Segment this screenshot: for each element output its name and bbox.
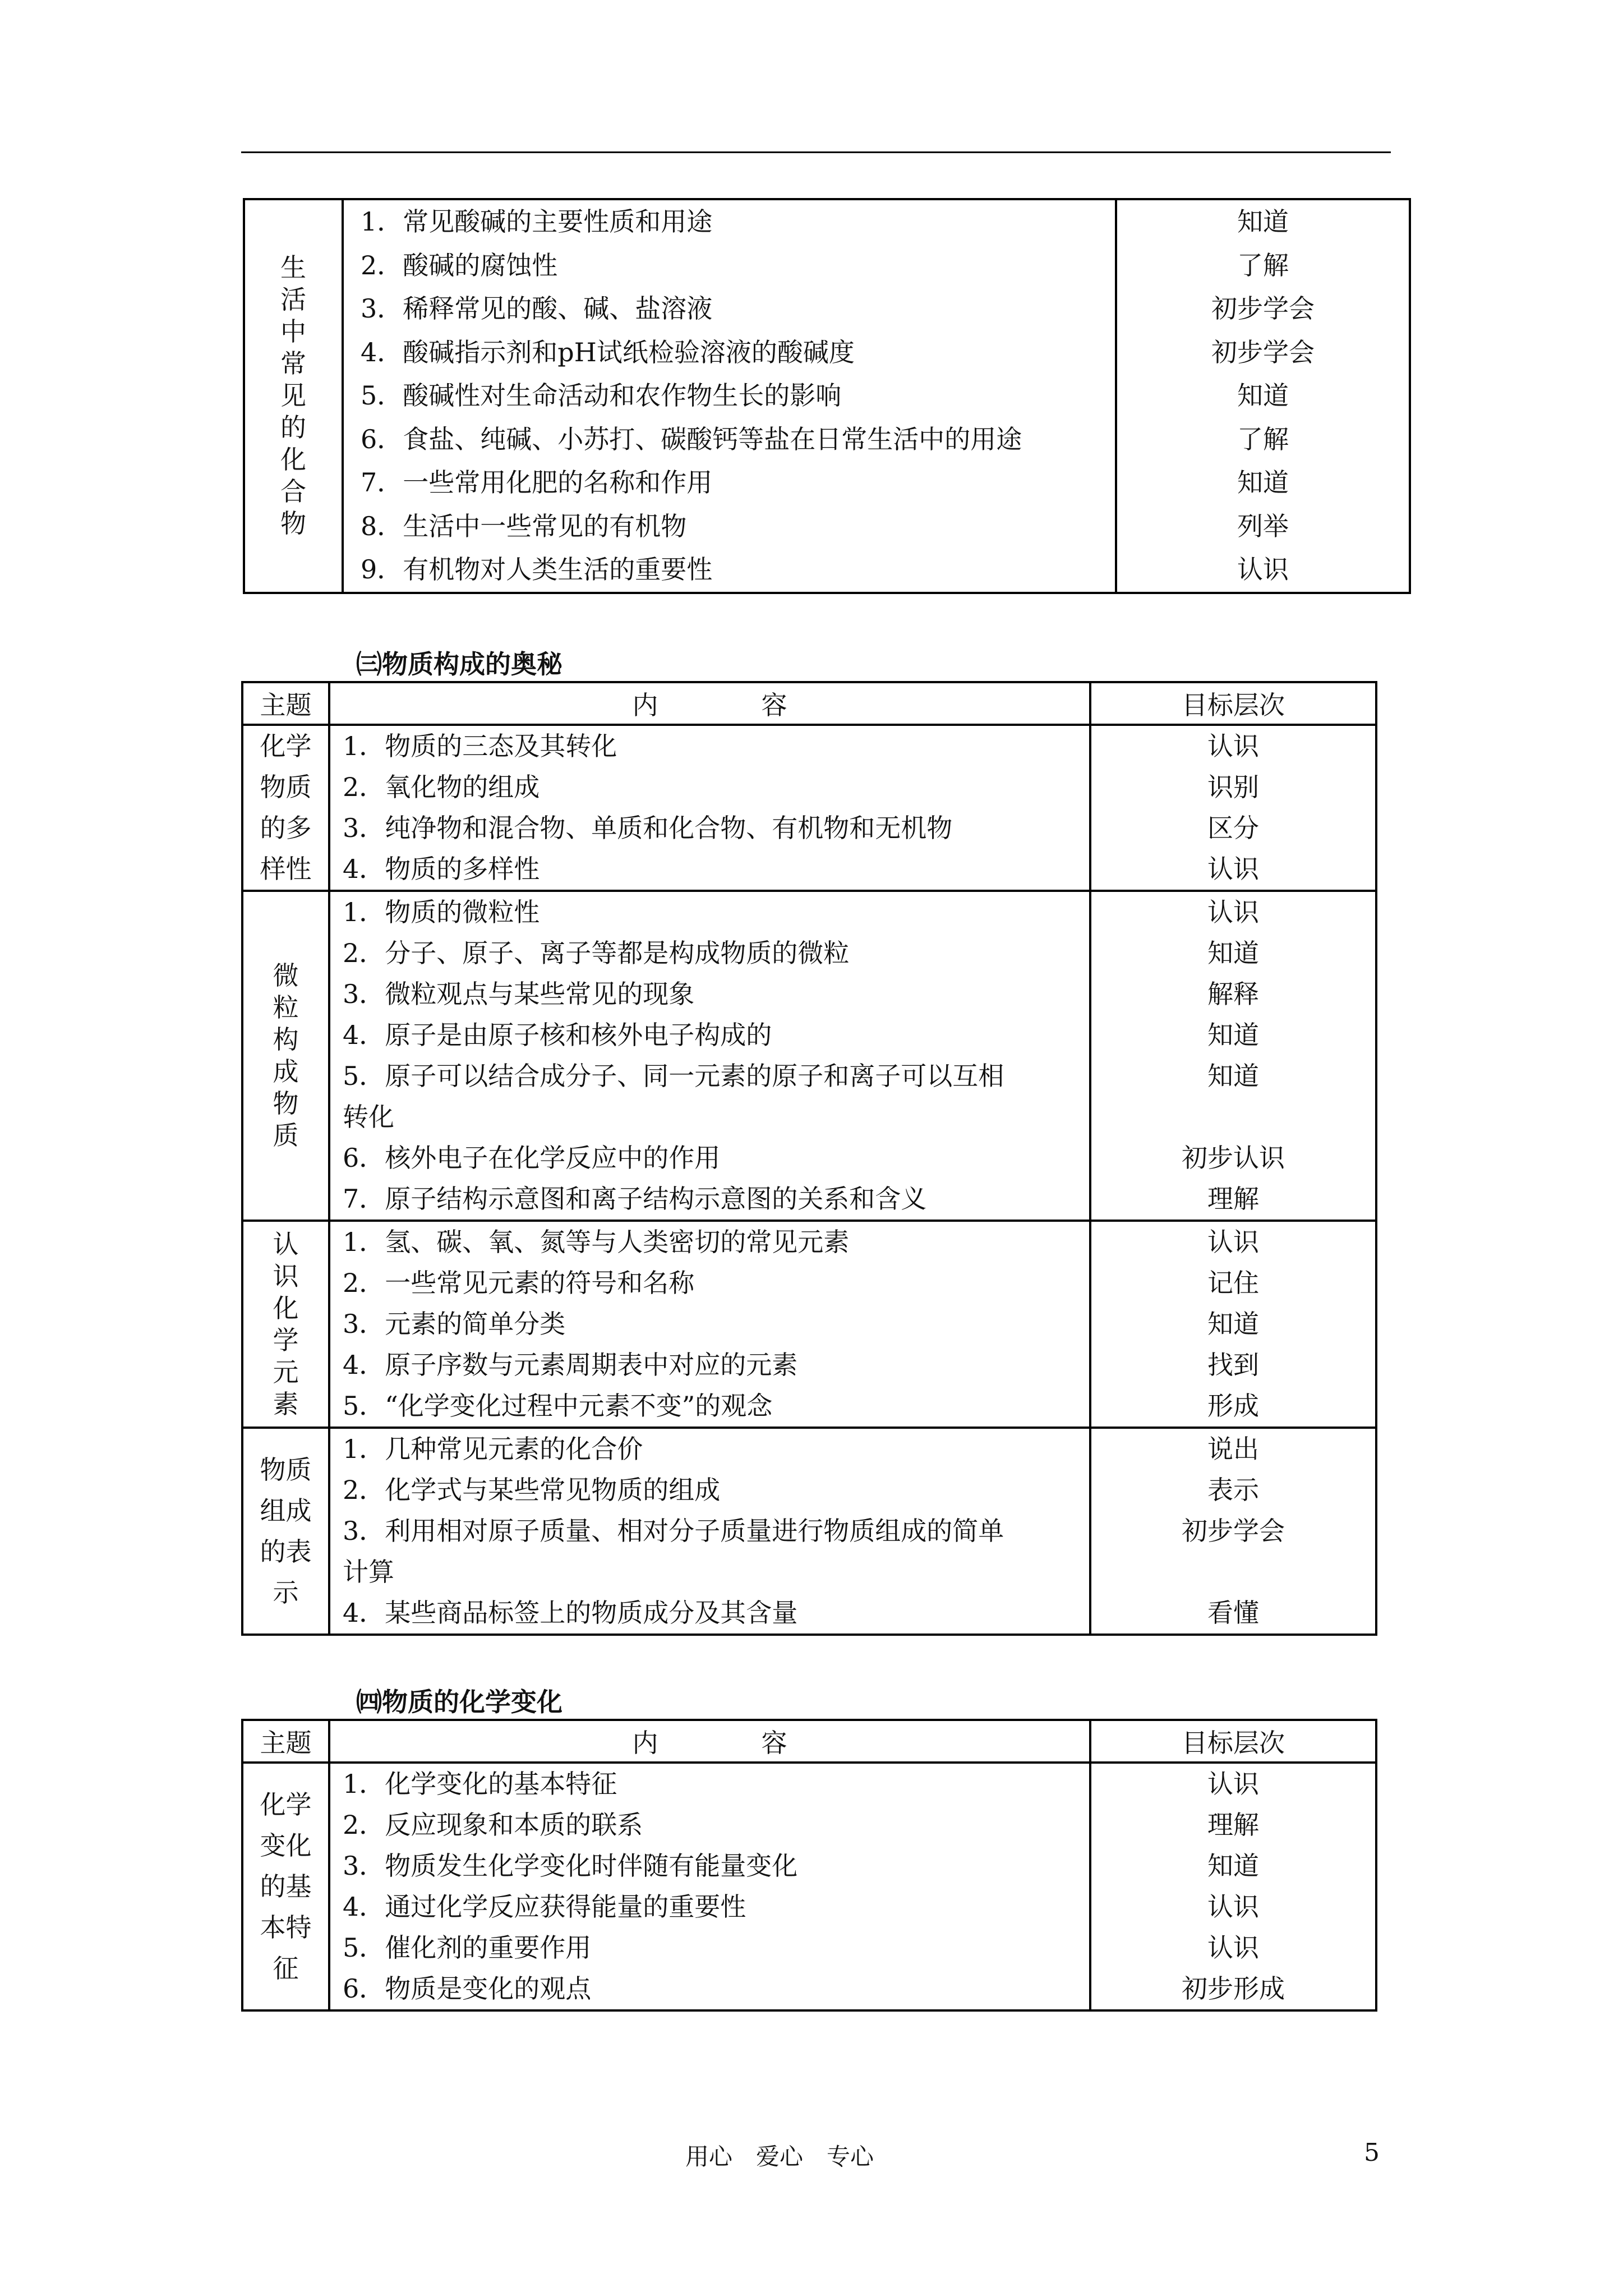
header-level: 目标层次 [1090,1720,1376,1763]
header-topic: 主题 [242,682,329,725]
content-line: 1．常见酸碱的主要性质和用途 [361,206,713,237]
level-line: 找到 [1207,1350,1259,1380]
content-line: 1．化学变化的基本特征 [343,1769,617,1799]
level-line: 初步学会 [1211,337,1315,367]
content-line: 2．酸碱的腐蚀性 [361,250,558,280]
content-line: 3．微粒观点与某些常见的现象 [343,979,695,1009]
content-line: 4．通过化学反应获得能量的重要性 [343,1892,746,1922]
level-line: 认识 [1237,554,1289,585]
content-line: 9．有机物对人类生活的重要性 [361,554,713,585]
table-chemical-change [241,1719,1377,2012]
page-number: 5 [1364,2138,1380,2167]
table-row [242,1763,1376,2010]
topic-cell: 物质 组成 的表 示 [242,1428,329,1635]
level-line: 理解 [1207,1184,1259,1214]
level-line: 知道 [1207,1851,1259,1881]
level-line: 初步形成 [1182,1973,1285,2004]
level-line: 看懂 [1207,1598,1259,1628]
content-line: 4．原子是由原子核和核外电子构成的 [343,1020,772,1050]
level-cell [1090,1763,1376,2010]
table-row [242,891,1376,1221]
content-line: 6．食盐、纯碱、小苏打、碳酸钙等盐在日常生活中的用途 [361,424,1022,454]
level-line: 知道 [1207,1061,1259,1091]
level-line: 了解 [1237,424,1289,454]
level-line: 认识 [1207,1932,1259,1963]
level-line: 识别 [1207,772,1259,802]
header-level: 目标层次 [1090,682,1376,725]
level-line: 知道 [1237,206,1289,237]
level-line: 说出 [1207,1434,1259,1464]
level-line [1091,1097,1375,1138]
level-cell [1090,1428,1376,1635]
level-cell [1116,199,1410,593]
table-matter-structure [241,681,1377,1636]
content-line: 6．核外电子在化学反应中的作用 [343,1143,721,1173]
level-line: 知道 [1207,1309,1259,1339]
level-line: 初步学会 [1182,1516,1285,1546]
content-line: 4．某些商品标签上的物质成分及其含量 [343,1598,798,1628]
content-line: 3．利用相对原子质量、相对分子质量进行物质组成的简单 [343,1516,1004,1546]
content-line: 3．稀释常见的酸、碱、盐溶液 [361,293,713,324]
content-line: 4．酸碱指示剂和pH试纸检验溶液的酸碱度 [361,337,855,367]
level-cell [1090,725,1376,891]
level-line: 记住 [1207,1268,1259,1298]
content-line: 3．纯净物和混合物、单质和化合物、有机物和无机物 [343,813,953,843]
content-line: 转化 [343,1102,394,1132]
content-line: 3．元素的简单分类 [343,1309,566,1339]
level-line: 认识 [1207,731,1259,761]
content-line: 1．氢、碳、氧、氮等与人类密切的常见元素 [343,1227,850,1257]
level-line: 认识 [1207,854,1259,884]
content-cell [329,1221,1090,1428]
content-line: 5．“化学变化过程中元素不变”的观念 [343,1391,773,1421]
level-line: 解释 [1207,979,1259,1009]
content-line: 4．物质的多样性 [343,854,540,884]
table-row [244,199,1410,593]
level-line: 形成 [1207,1391,1259,1421]
table-header-row [242,1720,1376,1763]
topic-cell: 化学 物质 的多 样性 [242,725,329,891]
content-line: 8．生活中一些常见的有机物 [361,510,687,541]
topic-cell: 认 识 化 学 元 素 [242,1221,329,1428]
topic-cell: 微 粒 构 成 物 质 [242,891,329,1221]
table-row [242,1221,1376,1428]
table-row [242,1428,1376,1635]
content-line: 2．反应现象和本质的联系 [343,1810,643,1840]
header-content: 内 容 [329,682,1090,725]
content-cell [329,1763,1090,2010]
content-cell [343,199,1116,593]
content-line: 5．原子可以结合成分子、同一元素的原子和离子可以互相 [343,1061,1004,1091]
footer-motto: 用心 爱心 专心 [685,2143,874,2170]
content-line: 计算 [343,1557,394,1587]
content-line: 2．化学式与某些常见物质的组成 [343,1475,721,1505]
level-line: 知道 [1237,380,1289,411]
section-title-structure: ㈢物质构成的奥秘 [356,649,562,679]
content-line: 5．催化剂的重要作用 [343,1932,592,1963]
level-line: 知道 [1207,1020,1259,1050]
header-rule [241,151,1391,153]
level-line: 区分 [1207,813,1259,843]
content-line: 2．一些常见元素的符号和名称 [343,1268,695,1298]
level-line: 了解 [1237,250,1289,280]
level-line: 知道 [1207,938,1259,968]
content-line: 5．酸碱性对生命活动和农作物生长的影响 [361,380,842,411]
level-line: 理解 [1207,1810,1259,1840]
content-line: 1．物质的微粒性 [343,897,540,927]
table-common-compounds [243,198,1411,594]
content-cell [329,1428,1090,1635]
content-line: 1．物质的三态及其转化 [343,731,617,761]
section-title-chemical-change: ㈣物质的化学变化 [356,1687,562,1717]
level-line: 初步学会 [1211,293,1315,324]
header-content: 内 容 [329,1720,1090,1763]
content-line: 2．氧化物的组成 [343,772,540,802]
level-line: 知道 [1237,467,1289,498]
level-line: 表示 [1207,1475,1259,1505]
level-line: 列举 [1237,510,1289,541]
header-topic: 主题 [242,1720,329,1763]
level-line [1091,1552,1375,1593]
level-line: 认识 [1207,897,1259,927]
table-header-row [242,682,1376,725]
topic-cell: 生 活 中 常 见 的 化 合 物 [244,199,343,593]
content-line: 4．原子序数与元素周期表中对应的元素 [343,1350,798,1380]
content-line: 7．一些常用化肥的名称和作用 [361,467,713,498]
content-line: 7．原子结构示意图和离子结构示意图的关系和含义 [343,1184,927,1214]
level-line: 认识 [1207,1227,1259,1257]
level-cell [1090,1221,1376,1428]
content-line: 3．物质发生化学变化时伴随有能量变化 [343,1851,798,1881]
level-line: 认识 [1207,1769,1259,1799]
content-cell [329,891,1090,1221]
level-line: 认识 [1207,1892,1259,1922]
content-cell [329,725,1090,891]
level-line: 初步认识 [1182,1143,1285,1173]
content-line: 2．分子、原子、离子等都是构成物质的微粒 [343,938,850,968]
content-line: 1．几种常见元素的化合价 [343,1434,643,1464]
topic-cell: 化学 变化 的基 本特 征 [242,1763,329,2010]
content-line: 6．物质是变化的观点 [343,1973,592,2004]
level-cell [1090,891,1376,1221]
table-row [242,725,1376,891]
